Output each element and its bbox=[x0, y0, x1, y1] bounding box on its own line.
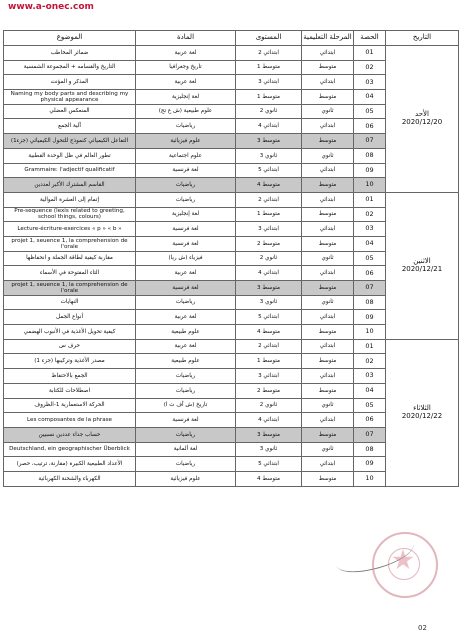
cell-session: 02 bbox=[354, 354, 386, 369]
header-date: التاريخ bbox=[386, 31, 459, 46]
cell-topic: المنعكس العضلي bbox=[4, 104, 136, 119]
cell-session: 08 bbox=[354, 148, 386, 163]
cell-topic: تطور العالم في ظل الوحدة القطبية bbox=[4, 148, 136, 163]
cell-subject: رياضيات bbox=[136, 457, 236, 472]
cell-level: 2 ثانوي bbox=[236, 104, 302, 119]
cell-subject: لغة فرنسية bbox=[136, 163, 236, 178]
cell-level: 5 ابتدائي bbox=[236, 457, 302, 472]
cell-subject: علوم فيزيائية bbox=[136, 134, 236, 149]
cell-topic: أنواع الجمل bbox=[4, 310, 136, 325]
cell-level: 3 متوسط bbox=[236, 134, 302, 149]
cell-level: 4 متوسط bbox=[236, 325, 302, 340]
cell-topic: الكهرباء والشحنة الكهربائية bbox=[4, 471, 136, 486]
cell-topic: Les composantes de la phrase bbox=[4, 413, 136, 428]
cell-topic: projet 1, seuence 1, la comprehension de l'orale bbox=[4, 281, 136, 296]
cell-session: 10 bbox=[354, 178, 386, 193]
cell-session: 02 bbox=[354, 60, 386, 75]
schedule-row bbox=[4, 192, 459, 207]
cell-subject: علوم اجتماعية bbox=[136, 148, 236, 163]
cell-subject: علوم فيزيائية bbox=[136, 471, 236, 486]
cell-subject: رياضيات bbox=[136, 427, 236, 442]
cell-level: 1 متوسط bbox=[236, 90, 302, 105]
cell-stage: متوسط bbox=[302, 207, 354, 222]
cell-stage: متوسط bbox=[302, 471, 354, 486]
cell-stage: ثانوي bbox=[302, 104, 354, 119]
cell-topic: آلية الجمع bbox=[4, 119, 136, 134]
cell-topic: اصطلاحات للكتابة bbox=[4, 383, 136, 398]
cell-stage: متوسط bbox=[302, 325, 354, 340]
cell-subject: لغة عربية bbox=[136, 339, 236, 354]
cell-level: 2 ابتدائي bbox=[236, 46, 302, 61]
cell-subject: علوم طبيعية (ش ع تج) bbox=[136, 104, 236, 119]
cell-stage: ابتدائي bbox=[302, 75, 354, 90]
cell-subject: لغة عربية bbox=[136, 46, 236, 61]
cell-session: 01 bbox=[354, 192, 386, 207]
schedule-body bbox=[4, 46, 459, 487]
header-level: المستوى bbox=[236, 31, 302, 46]
cell-level: 3 ثانوي bbox=[236, 442, 302, 457]
cell-level: 2 ابتدائي bbox=[236, 339, 302, 354]
cell-topic: مقاربة كيفية لطاقة الجملة و انحفاظها bbox=[4, 251, 136, 266]
cell-date: الاثنين 2020/12/21 bbox=[386, 192, 459, 339]
cell-session: 01 bbox=[354, 46, 386, 61]
cell-topic: ضمائر المخاطب bbox=[4, 46, 136, 61]
cell-subject: رياضيات bbox=[136, 369, 236, 384]
cell-session: 04 bbox=[354, 383, 386, 398]
header-topic: الموضوع bbox=[4, 31, 136, 46]
cell-level: 2 ثانوي bbox=[236, 251, 302, 266]
cell-subject: لغة إنجليزية bbox=[136, 90, 236, 105]
cell-level: 1 متوسط bbox=[236, 207, 302, 222]
cell-topic: التاء المفتوحة في الأسماء bbox=[4, 266, 136, 281]
cell-stage: متوسط bbox=[302, 90, 354, 105]
cell-stage: ثانوي bbox=[302, 442, 354, 457]
cell-session: 05 bbox=[354, 251, 386, 266]
cell-stage: متوسط bbox=[302, 236, 354, 251]
cell-subject: تاريخ وجغرافيا bbox=[136, 60, 236, 75]
cell-subject: علوم طبيعية bbox=[136, 354, 236, 369]
cell-subject: لغة فرنسية bbox=[136, 281, 236, 296]
cell-stage: ابتدائي bbox=[302, 339, 354, 354]
cell-topic: Naming my body parts and describing my physical appearance bbox=[4, 90, 136, 105]
cell-level: 5 ابتدائي bbox=[236, 310, 302, 325]
cell-topic: Pre-sequence (lexis related to greeting, school things, colours) bbox=[4, 207, 136, 222]
cell-level: 5 ابتدائي bbox=[236, 163, 302, 178]
cell-topic: الحركة الاستعمارية 1-الظروف bbox=[4, 398, 136, 413]
schedule-row bbox=[4, 339, 459, 354]
cell-level: 2 متوسط bbox=[236, 236, 302, 251]
cell-stage: ثانوي bbox=[302, 148, 354, 163]
cell-level: 3 ابتدائي bbox=[236, 222, 302, 237]
cell-session: 08 bbox=[354, 295, 386, 310]
cell-stage: متوسط bbox=[302, 427, 354, 442]
cell-subject: لغة عربية bbox=[136, 310, 236, 325]
cell-level: 3 متوسط bbox=[236, 281, 302, 296]
cell-level: 3 متوسط bbox=[236, 427, 302, 442]
cell-session: 05 bbox=[354, 398, 386, 413]
cell-topic: Deutschland, ein geographischer Überblick bbox=[4, 442, 136, 457]
cell-session: 07 bbox=[354, 281, 386, 296]
cell-topic: المذكر و المؤنث bbox=[4, 75, 136, 90]
cell-date: الأحد 2020/12/20 bbox=[386, 46, 459, 193]
cell-stage: ابتدائي bbox=[302, 310, 354, 325]
cell-session: 09 bbox=[354, 457, 386, 472]
cell-topic: كيفية تحويل الأغذية في الأنبوب الهضمي bbox=[4, 325, 136, 340]
cell-topic: إتمام إلى العشرة الموالية bbox=[4, 192, 136, 207]
cell-stage: ابتدائي bbox=[302, 457, 354, 472]
cell-session: 07 bbox=[354, 134, 386, 149]
cell-level: 2 ابتدائي bbox=[236, 192, 302, 207]
cell-level: 1 متوسط bbox=[236, 60, 302, 75]
cell-level: 4 ابتدائي bbox=[236, 266, 302, 281]
cell-stage: متوسط bbox=[302, 354, 354, 369]
cell-subject: رياضيات bbox=[136, 119, 236, 134]
cell-session: 08 bbox=[354, 442, 386, 457]
cell-date: الثلاثاء 2020/12/22 bbox=[386, 339, 459, 486]
cell-stage: ابتدائي bbox=[302, 266, 354, 281]
cell-subject: لغة عربية bbox=[136, 266, 236, 281]
cell-subject: لغة فرنسية bbox=[136, 236, 236, 251]
cell-level: 3 ابتدائي bbox=[236, 75, 302, 90]
cell-stage: متوسط bbox=[302, 281, 354, 296]
schedule-table bbox=[3, 30, 459, 487]
cell-topic: Lecture-écriture-exercices « p » « b » bbox=[4, 222, 136, 237]
cell-session: 07 bbox=[354, 427, 386, 442]
cell-level: 1 متوسط bbox=[236, 354, 302, 369]
cell-level: 4 ابتدائي bbox=[236, 119, 302, 134]
cell-topic: حساب جداء عددين نسبيين bbox=[4, 427, 136, 442]
cell-session: 06 bbox=[354, 119, 386, 134]
cell-level: 2 ثانوي bbox=[236, 398, 302, 413]
cell-session: 04 bbox=[354, 236, 386, 251]
cell-subject: رياضيات bbox=[136, 295, 236, 310]
cell-session: 06 bbox=[354, 413, 386, 428]
cell-session: 10 bbox=[354, 325, 386, 340]
cell-session: 01 bbox=[354, 339, 386, 354]
cell-topic: Grammaire: l'adjectif qualificatif bbox=[4, 163, 136, 178]
cell-stage: ابتدائي bbox=[302, 369, 354, 384]
cell-topic: الأعداد الطبيعية الكبيرة (مقارنة، ترتيب، حصر) bbox=[4, 457, 136, 472]
cell-subject: لغة فرنسية bbox=[136, 222, 236, 237]
header-row bbox=[4, 31, 459, 46]
cell-stage: ثانوي bbox=[302, 251, 354, 266]
cell-stage: متوسط bbox=[302, 60, 354, 75]
schedule-row bbox=[4, 46, 459, 61]
cell-stage: ابتدائي bbox=[302, 119, 354, 134]
cell-stage: ابتدائي bbox=[302, 46, 354, 61]
cell-level: 4 متوسط bbox=[236, 471, 302, 486]
cell-subject: لغة ألمانية bbox=[136, 442, 236, 457]
cell-stage: ابتدائي bbox=[302, 163, 354, 178]
cell-topic: الجمع بالاحتفاظ bbox=[4, 369, 136, 384]
header-session: الحصة bbox=[354, 31, 386, 46]
cell-topic: مصدر الأغذية وتركيبها (جزء 1) bbox=[4, 354, 136, 369]
cell-level: 3 ثانوي bbox=[236, 295, 302, 310]
cell-stage: متوسط bbox=[302, 383, 354, 398]
cell-topic: projet 1, seuence 1, la comprehension de l'orale bbox=[4, 236, 136, 251]
cell-session: 09 bbox=[354, 163, 386, 178]
cell-subject: تاريخ (ش آف ت ا) bbox=[136, 398, 236, 413]
cell-session: 03 bbox=[354, 75, 386, 90]
cell-subject: لغة عربية bbox=[136, 75, 236, 90]
cell-subject: علوم طبيعية bbox=[136, 325, 236, 340]
cell-topic: التفاعل الكيميائي كنموذج للتحول الكيميائي (جزء1) bbox=[4, 134, 136, 149]
cell-level: 4 ابتدائي bbox=[236, 413, 302, 428]
cell-subject: رياضيات bbox=[136, 383, 236, 398]
page-number: 02 bbox=[418, 624, 427, 632]
cell-session: 04 bbox=[354, 90, 386, 105]
cell-subject: لغة إنجليزية bbox=[136, 207, 236, 222]
cell-topic: القاسم المشترك الأكبر لعددين bbox=[4, 178, 136, 193]
cell-subject: لغة فرنسية bbox=[136, 413, 236, 428]
cell-level: 4 متوسط bbox=[236, 178, 302, 193]
header-subject: المادة bbox=[136, 31, 236, 46]
cell-stage: ابتدائي bbox=[302, 413, 354, 428]
cell-session: 02 bbox=[354, 207, 386, 222]
cell-stage: ثانوي bbox=[302, 398, 354, 413]
cell-level: 3 ابتدائي bbox=[236, 369, 302, 384]
cell-stage: ابتدائي bbox=[302, 222, 354, 237]
cell-session: 03 bbox=[354, 369, 386, 384]
cell-topic: النهايات bbox=[4, 295, 136, 310]
cell-level: 2 متوسط bbox=[236, 383, 302, 398]
cell-session: 09 bbox=[354, 310, 386, 325]
cell-stage: ابتدائي bbox=[302, 192, 354, 207]
cell-subject: رياضيات bbox=[136, 178, 236, 193]
cell-stage: ثانوي bbox=[302, 295, 354, 310]
cell-topic: حرف س bbox=[4, 339, 136, 354]
cell-subject: فيزياء (ش ريا) bbox=[136, 251, 236, 266]
cell-session: 10 bbox=[354, 471, 386, 486]
header-stage: المرحلة التعليمية bbox=[302, 31, 354, 46]
cell-stage: متوسط bbox=[302, 134, 354, 149]
cell-subject: رياضيات bbox=[136, 192, 236, 207]
cell-session: 03 bbox=[354, 222, 386, 237]
cell-level: 3 ثانوي bbox=[236, 148, 302, 163]
cell-session: 05 bbox=[354, 104, 386, 119]
site-url: www.a-onec.com bbox=[8, 2, 94, 12]
cell-stage: متوسط bbox=[302, 178, 354, 193]
cell-topic: التاريخ والقسامه + المجموعة الشمسية bbox=[4, 60, 136, 75]
cell-session: 06 bbox=[354, 266, 386, 281]
